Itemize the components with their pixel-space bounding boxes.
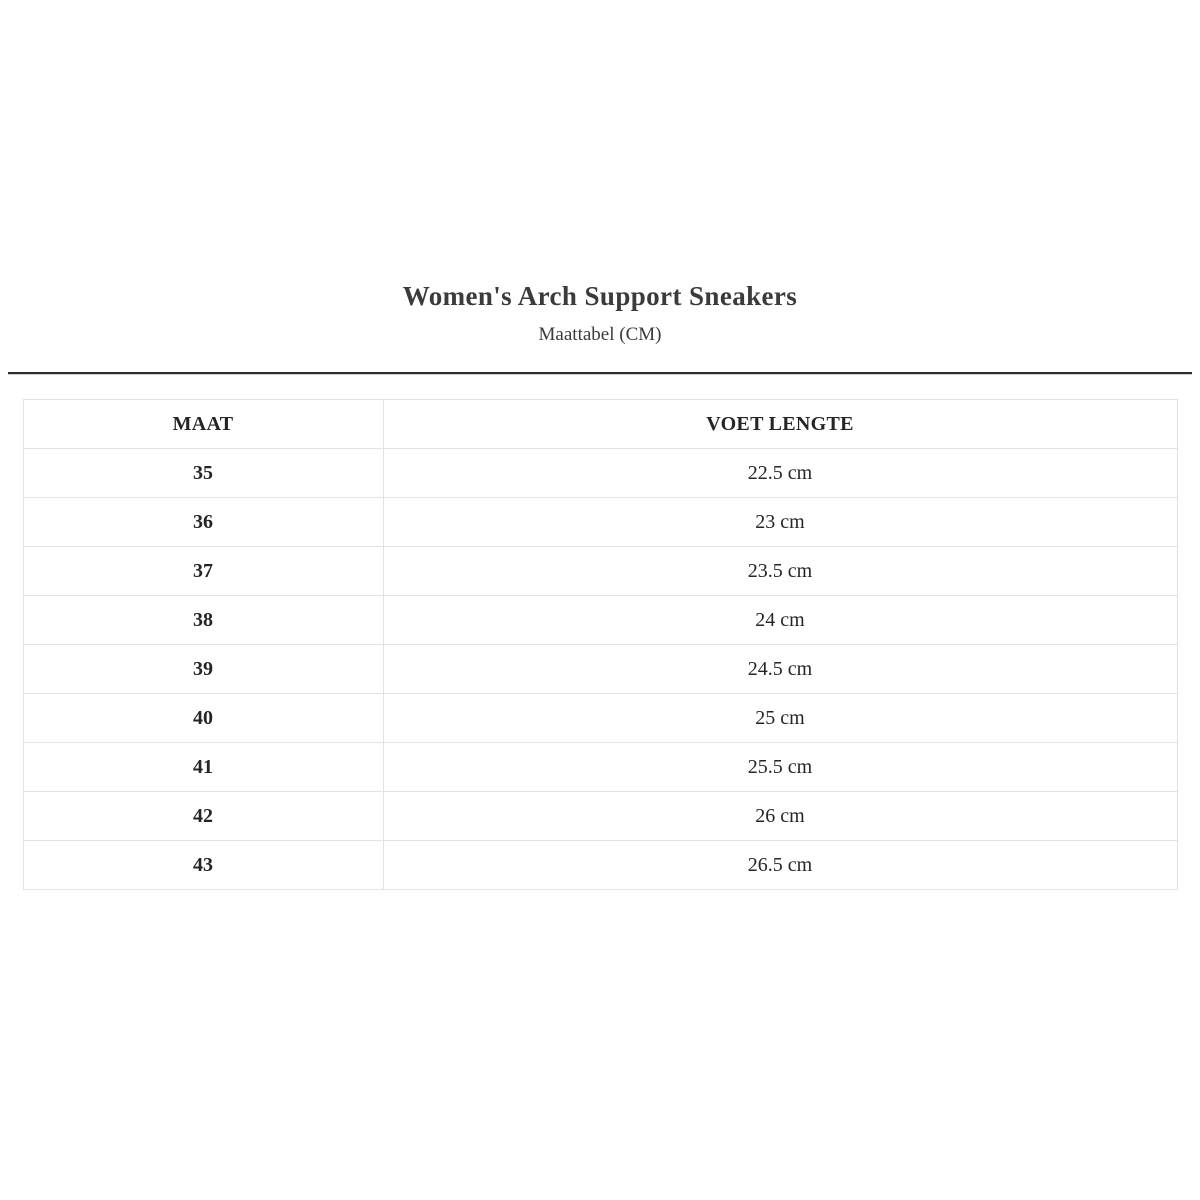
cell-maat: 37 xyxy=(23,547,383,596)
cell-maat: 41 xyxy=(23,743,383,792)
column-header-voet-lengte: VOET LENGTE xyxy=(383,400,1177,449)
page-title: Women's Arch Support Sneakers xyxy=(402,281,798,311)
cell-voet-lengte: 25 cm xyxy=(383,694,1177,743)
table-header-row xyxy=(23,400,1177,449)
cell-voet-lengte: 24.5 cm xyxy=(383,645,1177,694)
cell-maat: 35 xyxy=(23,449,383,498)
table-row xyxy=(23,694,1177,743)
size-table xyxy=(23,399,1178,890)
cell-maat: 36 xyxy=(23,498,383,547)
cell-voet-lengte: 25.5 cm xyxy=(383,743,1177,792)
cell-voet-lengte: 23.5 cm xyxy=(383,547,1177,596)
cell-maat: 38 xyxy=(23,596,383,645)
cell-voet-lengte: 23 cm xyxy=(383,498,1177,547)
cell-voet-lengte: 26.5 cm xyxy=(383,841,1177,890)
cell-maat: 42 xyxy=(23,792,383,841)
chart-header xyxy=(0,0,1200,347)
table-row xyxy=(23,743,1177,792)
cell-voet-lengte: 24 cm xyxy=(383,596,1177,645)
cell-maat: 39 xyxy=(23,645,383,694)
table-row xyxy=(23,596,1177,645)
header-divider xyxy=(8,372,1192,375)
table-row xyxy=(23,645,1177,694)
cell-maat: 43 xyxy=(23,841,383,890)
table-row xyxy=(23,792,1177,841)
cell-maat: 40 xyxy=(23,694,383,743)
table-row xyxy=(23,547,1177,596)
cell-voet-lengte: 22.5 cm xyxy=(383,449,1177,498)
table-row xyxy=(23,841,1177,890)
table-row xyxy=(23,498,1177,547)
cell-voet-lengte: 26 cm xyxy=(383,792,1177,841)
page-subtitle: Maattabel (CM) xyxy=(538,324,662,345)
column-header-maat: MAAT xyxy=(23,400,383,449)
table-row xyxy=(23,449,1177,498)
